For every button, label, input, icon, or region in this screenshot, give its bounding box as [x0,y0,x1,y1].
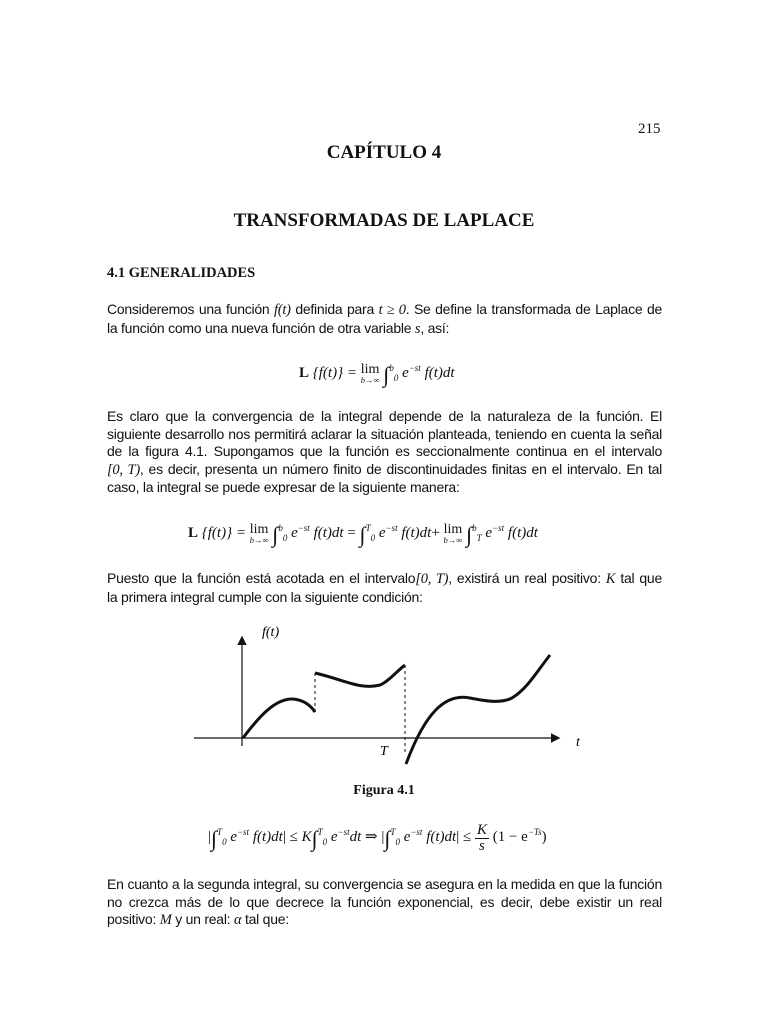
equation-bound: |∫$^T_0$ $e^{-st}$ f(t)dt| ≤ K∫$^T_0$ $e^{-st}dt$ ⇒ |∫$^T_0$ $e^{-st}$ f(t)dt| ≤ $\frac{K}{s}$ $(1 - e^{-Ts})$ [208,822,547,854]
bounded-line-1: Puesto que la función está acotada en el intervalo[0, T), existirá un real positivo: K tal que [107,570,662,587]
paragraph-convergence [107,408,662,497]
figure-caption: Figura 4.1 [353,783,415,798]
equation-laplace-definition: L {f(t)} = lim b→∞ ∫$^b_0$ $e^{-st}$ f(t)dt [299,362,455,387]
curve-segment-3 [406,655,550,764]
page-number: 215 [638,121,661,137]
section-heading: 4.1 GENERALIDADES [107,265,256,281]
paragraph-second-integral [107,876,662,930]
chapter-title: TRANSFORMADAS DE LAPLACE [233,210,535,231]
paragraph-intro [107,301,662,338]
second-integral-line-1: En cuanto a la segunda integral, su convergencia se asegura en la medida en que la función [107,876,662,892]
convergence-line-5: caso, la integral se puede expresar de la siguiente manera: [107,479,460,495]
curve-segment-2 [315,665,405,686]
convergence-line-1: Es claro que la convergencia de la integral depende de la naturaleza de la función. El [107,408,662,424]
chapter-heading: CAPÍTULO 4 [326,142,442,163]
paragraph-bounded [107,570,662,606]
tick-label-T: T [380,744,388,759]
bounded-line-2: la primera integral cumple con la siguiente condición: [107,588,423,605]
convergence-line-3: de la figura 4.1. Supongamos que la función es seccionalmente continua en el intervalo [107,443,662,459]
curve-segment-1 [243,699,315,738]
y-axis-label: f(t) [262,625,280,640]
intro-line-2: la función como una nueva función de otra variable s, así: [107,319,450,337]
second-integral-line-3: positivo: M y un real: α tal que: [107,911,289,928]
intro-line-1: Consideremos una función f(t) definida para t ≥ 0. Se define la transformada de Laplace de [107,301,663,318]
figure-piecewise-function [190,618,590,768]
convergence-line-2: siguiente desarrollo nos permitirá aclarar la situación planteada, teniendo en cuenta la señal [107,425,662,442]
second-integral-line-2: no crezca más de lo que decrece la función exponencial, es decir, debe existir un real [107,893,662,910]
x-axis-label: t [576,735,580,750]
convergence-line-4: [0, T), es decir, presenta un número finito de discontinuidades finitas en el intervalo. En tal [107,460,662,478]
equation-split-integral: L {f(t)} = lim b→∞ ∫$^b_0$ $e^{-st}$ f(t)dt = ∫$^T_0$ $e^{-st}$ f(t)dt+ lim b→∞ ∫$^b_T$ $e^{-st}$ f(t)dt [188,522,538,547]
